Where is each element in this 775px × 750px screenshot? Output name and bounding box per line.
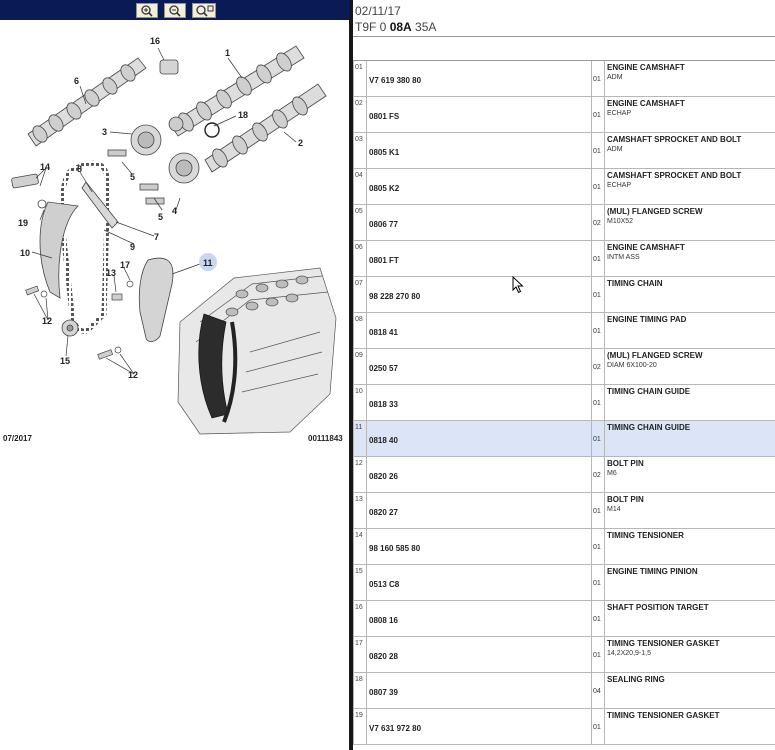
- quantity-cell: [592, 493, 605, 528]
- designation-cell: [605, 133, 775, 168]
- designation-cell: [605, 529, 775, 564]
- part-quantity: 01: [593, 436, 601, 443]
- part-name: BOLT PIN: [607, 459, 644, 468]
- quantity-cell: [592, 565, 605, 600]
- callout-15: 15: [60, 356, 71, 366]
- part-quantity: 01: [593, 508, 601, 515]
- designation-cell: [605, 565, 775, 600]
- callout-5a: 5: [130, 172, 136, 182]
- reference-cell: [367, 673, 592, 708]
- parts-table: [353, 61, 775, 745]
- designation-cell: [605, 169, 775, 204]
- camshaft-6: [28, 58, 146, 146]
- table-row[interactable]: [353, 673, 775, 709]
- code-bold: 08A: [389, 20, 412, 34]
- quantity-cell: [592, 601, 605, 636]
- part-name: (MUL) FLANGED SCREW: [607, 351, 703, 360]
- designation-cell: [605, 97, 775, 132]
- reference-cell: [367, 529, 592, 564]
- part-reference: 0806 77: [369, 220, 398, 229]
- part-reference: 98 160 585 80: [369, 544, 421, 553]
- tensioner-14: [11, 174, 46, 208]
- zoom-out-icon: [165, 4, 185, 17]
- designation-cell: [605, 205, 775, 240]
- part-quantity: 01: [593, 652, 601, 659]
- table-row[interactable]: [353, 385, 775, 421]
- row-index: 10: [355, 388, 363, 395]
- exploded-diagram[interactable]: [0, 22, 349, 442]
- table-row[interactable]: [353, 565, 775, 601]
- quantity-cell: [592, 637, 605, 672]
- designation-cell: [605, 349, 775, 384]
- designation-cell: [605, 241, 775, 276]
- index-cell: [353, 61, 367, 96]
- callout-4: 4: [172, 206, 178, 216]
- table-row[interactable]: [353, 277, 775, 313]
- index-cell: [353, 205, 367, 240]
- part-quantity: 01: [593, 544, 601, 551]
- reference-cell: [367, 169, 592, 204]
- quantity-cell: [592, 277, 605, 312]
- part-name: TIMING CHAIN GUIDE: [607, 423, 691, 432]
- code-prefix: T9F 0: [355, 20, 390, 34]
- part-detail: ECHAP: [607, 110, 632, 117]
- reference-cell: [367, 421, 592, 456]
- part-quantity: 01: [593, 400, 601, 407]
- designation-cell: [605, 277, 775, 312]
- part-detail: ADM: [607, 74, 623, 81]
- table-row[interactable]: [353, 529, 775, 565]
- row-index: 05: [355, 208, 363, 215]
- reference-cell: [367, 241, 592, 276]
- table-row[interactable]: [353, 169, 775, 205]
- callout-7: 7: [154, 232, 160, 242]
- index-cell: [353, 313, 367, 348]
- part-name: CAMSHAFT SPROCKET AND BOLT: [607, 171, 742, 180]
- table-row[interactable]: [353, 421, 775, 457]
- reference-cell: [367, 61, 592, 96]
- table-row[interactable]: [353, 313, 775, 349]
- part-reference: 0820 26: [369, 472, 398, 481]
- part-quantity: 01: [593, 580, 601, 587]
- part-name: ENGINE CAMSHAFT: [607, 63, 685, 72]
- timing-pinion-15: [62, 320, 78, 336]
- row-index: 14: [355, 532, 363, 539]
- part-quantity: 02: [593, 220, 601, 227]
- quantity-cell: [592, 529, 605, 564]
- reference-cell: [367, 709, 592, 744]
- part-quantity: 02: [593, 472, 601, 479]
- part-name: SEALING RING: [607, 675, 665, 684]
- reference-cell: [367, 565, 592, 600]
- zoom-fit-button[interactable]: [192, 3, 216, 18]
- part-name: TIMING CHAIN GUIDE: [607, 387, 691, 396]
- row-index: 04: [355, 172, 363, 179]
- quantity-cell: [592, 673, 605, 708]
- callout-3: 3: [102, 127, 108, 137]
- index-cell: [353, 637, 367, 672]
- quantity-cell: [592, 241, 605, 276]
- part-quantity: 01: [593, 148, 601, 155]
- catalog-code: [355, 20, 436, 34]
- designation-cell: [605, 673, 775, 708]
- index-cell: [353, 241, 367, 276]
- part-detail: DIAM 6X100-20: [607, 362, 657, 369]
- part-reference: 0820 28: [369, 652, 398, 661]
- part-reference: 0513 C8: [369, 580, 400, 589]
- part-quantity: 02: [593, 364, 601, 371]
- reference-cell: [367, 349, 592, 384]
- part-reference: 0807 39: [369, 688, 398, 697]
- part-reference: 0818 40: [369, 436, 398, 445]
- reference-cell: [367, 313, 592, 348]
- row-index: 18: [355, 676, 363, 683]
- part-quantity: 01: [593, 616, 601, 623]
- part-quantity: 04: [593, 688, 601, 695]
- row-index: 07: [355, 280, 363, 287]
- table-row[interactable]: [353, 241, 775, 277]
- table-row[interactable]: [353, 133, 775, 169]
- part-name: TIMING TENSIONER GASKET: [607, 639, 720, 648]
- row-index: 02: [355, 100, 363, 107]
- quantity-cell: [592, 709, 605, 744]
- part-quantity: 01: [593, 724, 601, 731]
- designation-cell: [605, 421, 775, 456]
- part-quantity: 01: [593, 76, 601, 83]
- part-reference: 0801 FS: [369, 112, 400, 121]
- table-row[interactable]: [353, 637, 775, 673]
- reference-cell: [367, 205, 592, 240]
- part-reference: 0818 41: [369, 328, 398, 337]
- zoom-fit-icon: [193, 4, 215, 17]
- quantity-cell: [592, 97, 605, 132]
- index-cell: [353, 457, 367, 492]
- callout-12a: 12: [42, 316, 53, 326]
- callout-14: 14: [40, 162, 51, 172]
- row-index: 08: [355, 316, 363, 323]
- row-index: 19: [355, 712, 363, 719]
- part-detail: INTM ASS: [607, 254, 640, 261]
- catalog-date: 02/11/17: [355, 4, 401, 18]
- quantity-cell: [592, 421, 605, 456]
- part-name: ENGINE TIMING PAD: [607, 315, 687, 324]
- index-cell: [353, 421, 367, 456]
- part-detail: ECHAP: [607, 182, 632, 189]
- index-cell: [353, 709, 367, 744]
- quantity-cell: [592, 133, 605, 168]
- row-index: 03: [355, 136, 363, 143]
- diagram-ref-footer: 00111843: [308, 434, 343, 443]
- part-reference: V7 631 972 80: [369, 724, 422, 733]
- parts-list-pane: [353, 0, 775, 750]
- designation-cell: [605, 457, 775, 492]
- callout-12b: 12: [128, 370, 139, 380]
- index-cell: [353, 529, 367, 564]
- part-reference: 0250 57: [369, 364, 398, 373]
- reference-cell: [367, 493, 592, 528]
- index-cell: [353, 601, 367, 636]
- part-name: TIMING TENSIONER GASKET: [607, 711, 720, 720]
- diagram-pane: [0, 0, 349, 750]
- callout-17: 17: [120, 260, 131, 270]
- index-cell: [353, 349, 367, 384]
- index-cell: [353, 565, 367, 600]
- part-name: TIMING TENSIONER: [607, 531, 684, 540]
- reference-cell: [367, 637, 592, 672]
- part-quantity: 01: [593, 292, 601, 299]
- part-name: (MUL) FLANGED SCREW: [607, 207, 703, 216]
- diagram-date-footer: 07/2017: [3, 434, 32, 443]
- callout-13: 13: [106, 268, 117, 278]
- part-quantity: 01: [593, 328, 601, 335]
- row-index: 13: [355, 496, 363, 503]
- quantity-cell: [592, 61, 605, 96]
- row-index: 16: [355, 604, 363, 611]
- header-divider: [353, 36, 775, 37]
- reference-cell: [367, 601, 592, 636]
- part-name: ENGINE TIMING PINION: [607, 567, 698, 576]
- part-detail: M10X52: [607, 218, 634, 225]
- reference-cell: [367, 385, 592, 420]
- part-detail: M14: [607, 506, 621, 513]
- callout-18: 18: [238, 110, 249, 120]
- part-reference: 0818 33: [369, 400, 398, 409]
- quantity-cell: [592, 313, 605, 348]
- part-name: ENGINE CAMSHAFT: [607, 243, 685, 252]
- index-cell: [353, 277, 367, 312]
- designation-cell: [605, 61, 775, 96]
- part-reference: 0808 16: [369, 616, 398, 625]
- index-cell: [353, 493, 367, 528]
- part-name: TIMING CHAIN: [607, 279, 663, 288]
- part-reference: 0801 FT: [369, 256, 399, 265]
- index-cell: [353, 169, 367, 204]
- part-reference: 98 228 270 80: [369, 292, 421, 301]
- part-name: ENGINE CAMSHAFT: [607, 99, 685, 108]
- table-row[interactable]: [353, 61, 775, 97]
- callout-19: 19: [18, 218, 29, 228]
- quantity-cell: [592, 169, 605, 204]
- designation-cell: [605, 493, 775, 528]
- part-reference: 0805 K1: [369, 148, 400, 157]
- part-detail: ADM: [607, 146, 623, 153]
- quantity-cell: [592, 457, 605, 492]
- chain-guide-11: [139, 258, 173, 342]
- callout-16: 16: [150, 36, 161, 46]
- timing-pad-8: [82, 182, 118, 228]
- row-index: 17: [355, 640, 363, 647]
- index-cell: [353, 673, 367, 708]
- part-detail: 14,2X20,9-1,5: [607, 650, 651, 657]
- index-cell: [353, 385, 367, 420]
- callout-6: 6: [74, 76, 80, 86]
- part-reference: 0820 27: [369, 508, 398, 517]
- part-reference: V7 619 380 80: [369, 76, 422, 85]
- zoom-in-icon: [137, 4, 157, 17]
- callout-9: 9: [130, 242, 136, 252]
- part-quantity: 01: [593, 256, 601, 263]
- designation-cell: [605, 313, 775, 348]
- row-index: 11: [355, 424, 363, 431]
- zoom-out-button[interactable]: [164, 3, 186, 18]
- part-name: CAMSHAFT SPROCKET AND BOLT: [607, 135, 742, 144]
- engine-block: [178, 268, 336, 434]
- reference-cell: [367, 277, 592, 312]
- quantity-cell: [592, 349, 605, 384]
- table-row[interactable]: [353, 349, 775, 385]
- callout-11[interactable]: 11: [203, 258, 213, 268]
- reference-cell: [367, 133, 592, 168]
- code-suffix: 35A: [411, 20, 437, 34]
- table-row[interactable]: [353, 457, 775, 493]
- designation-cell: [605, 601, 775, 636]
- chain-guide-10: [40, 202, 78, 298]
- part-quantity: 01: [593, 184, 601, 191]
- reference-cell: [367, 457, 592, 492]
- table-row[interactable]: [353, 97, 775, 133]
- row-index: 12: [355, 460, 363, 467]
- callout-2: 2: [298, 138, 304, 148]
- index-cell: [353, 133, 367, 168]
- table-row[interactable]: [353, 205, 775, 241]
- part-name: SHAFT POSITION TARGET: [607, 603, 709, 612]
- part-reference: 0805 K2: [369, 184, 400, 193]
- row-index: 15: [355, 568, 363, 575]
- zoom-in-button[interactable]: [136, 3, 158, 18]
- row-index: 09: [355, 352, 363, 359]
- quantity-cell: [592, 385, 605, 420]
- designation-cell: [605, 709, 775, 744]
- part-name: BOLT PIN: [607, 495, 644, 504]
- callout-1: 1: [225, 48, 231, 58]
- row-index: 01: [355, 64, 363, 71]
- reference-cell: [367, 97, 592, 132]
- callout-10: 10: [20, 248, 31, 258]
- callout-5b: 5: [158, 212, 164, 222]
- callout-8: 8: [77, 164, 83, 174]
- index-cell: [353, 97, 367, 132]
- part-detail: M6: [607, 470, 617, 477]
- table-row[interactable]: [353, 709, 775, 745]
- part-quantity: 01: [593, 112, 601, 119]
- mouse-cursor-icon: [512, 276, 524, 294]
- zoom-toolbar: [0, 0, 349, 20]
- table-row[interactable]: [353, 601, 775, 637]
- designation-cell: [605, 385, 775, 420]
- designation-cell: [605, 637, 775, 672]
- table-row[interactable]: [353, 493, 775, 529]
- row-index: 06: [355, 244, 363, 251]
- quantity-cell: [592, 205, 605, 240]
